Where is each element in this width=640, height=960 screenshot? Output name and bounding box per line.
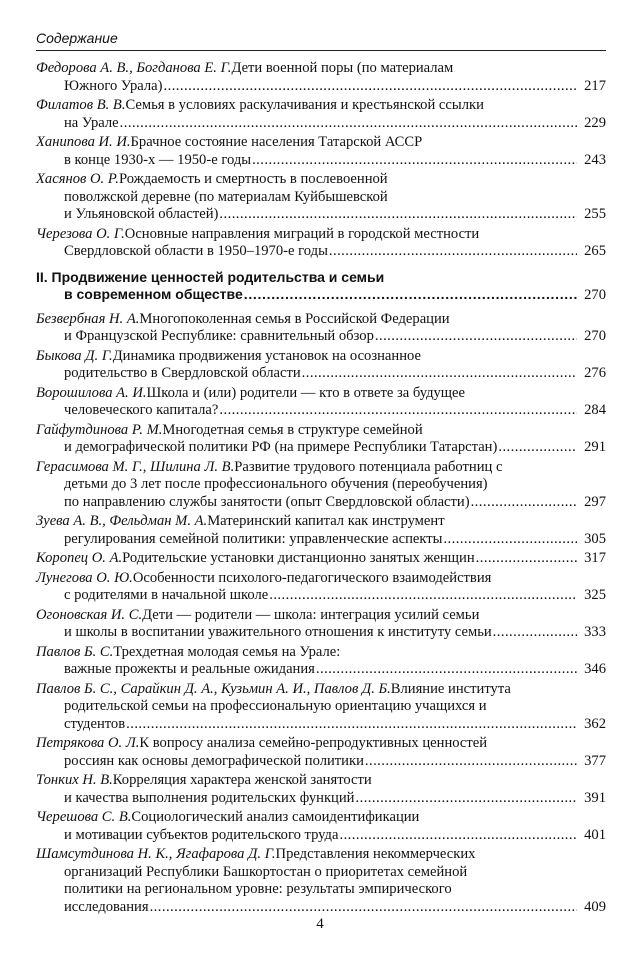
toc-entry-line [36,60,606,78]
toc-entry-title: родительской семьи на профессиональную ориентацию учащихся и [64,698,487,714]
toc-entry-title: политики на региональном уровне: результаты эмпирического [64,881,452,897]
toc-entry[interactable] [36,809,606,844]
toc-entry[interactable] [36,385,606,420]
toc-entry-author: Лунегова О. Ю. [36,569,133,586]
toc-entry-title: Корреляция характера женской занятости [112,772,372,788]
toc-entry-title: Трехдетная молодая семья на Урале: [113,643,341,660]
toc-entry[interactable] [36,422,606,457]
toc-entry-author: Хасянов О. Р. [36,171,119,187]
toc-entry-line [36,311,606,329]
toc-entry-line [36,681,606,699]
toc-entry-line [36,97,606,115]
toc-entry-line [36,864,606,882]
header-rule [36,50,606,51]
toc-entry-line [36,570,606,588]
toc-entry-line [36,624,606,642]
leader-dots [375,328,577,346]
toc-entry-title: исследования [64,898,149,915]
leader-dots [443,531,577,549]
toc-entry-title: студентов [64,715,126,732]
toc-entry-line [36,422,606,440]
toc-entry-line [36,772,606,790]
leader-dots [339,827,577,845]
section-heading[interactable] [36,269,606,305]
toc-entry-author: Филатов В. В. [36,97,126,113]
toc-entry-author: Черезова О. Г. [36,225,125,242]
toc-entry-line [36,206,606,224]
running-head: Содержание [36,30,118,46]
toc-entry-author: Коропец О. А. [36,550,123,566]
toc-entry[interactable] [36,226,606,261]
leader-dots [150,899,577,917]
leader-dots [498,439,577,457]
page-number: 317 [584,550,606,566]
toc-entry-title: Свердловской области в 1950–1970-е годы [64,243,328,259]
toc-entry-line [36,439,606,457]
toc-entry-line [36,644,606,662]
section-heading-line [36,269,606,287]
page-number: 229 [584,114,606,131]
toc-entry-author: Безвербная Н. А. [36,310,140,327]
table-of-contents [36,60,606,918]
toc-entry-title: Влияние института [390,680,511,697]
toc-entry[interactable] [36,513,606,548]
toc-entry-author: Гайфутдинова Р. М. [36,421,163,438]
toc-entry-line [36,152,606,170]
toc-entry-line [36,827,606,845]
page-folio: 4 [316,916,324,932]
toc-entry-title: и школы в воспитании уважительного отношения к институту семьи [64,624,492,640]
toc-entry-line [36,735,606,753]
leader-dots [493,624,577,642]
toc-entry[interactable] [36,570,606,605]
toc-entry[interactable] [36,348,606,383]
toc-entry-title: на Урале [64,114,119,131]
toc-entry-title: и качества выполнения родительских функций [64,789,355,806]
toc-entry[interactable] [36,735,606,770]
page-number: 217 [584,77,606,94]
toc-entry-line [36,115,606,133]
toc-entry-line [36,348,606,366]
page-number: 391 [584,789,606,806]
page-number: 291 [584,439,606,455]
page-number: 377 [584,752,606,769]
leader-dots [164,78,577,96]
toc-entry-line [36,846,606,864]
leader-dots [219,206,577,224]
toc-entry[interactable] [36,134,606,169]
toc-entry-title: Материнский капитал как инструмент [207,513,445,529]
toc-entry-author: Черешова С. В. [36,809,132,825]
toc-entry-line [36,790,606,808]
toc-entry-line [36,476,606,494]
toc-entry-line [36,661,606,679]
toc-entry-title: Развитие трудового потенциала работниц с [234,458,503,475]
toc-entry-line [36,513,606,531]
toc-entry-line [36,809,606,827]
toc-entry-author: Шамсутдинова Н. К., Ягафарова Д. Г. [36,846,276,862]
toc-entry-title: Дети военной поры (по материалам [231,60,454,76]
page-number: 270 [584,328,606,344]
toc-entry[interactable] [36,846,606,916]
toc-entry-line [36,550,606,568]
toc-entry-author: Тонких Н. В. [36,772,113,788]
toc-entry-author: Ворошилова А. И. [36,384,147,401]
leader-dots [316,661,577,679]
toc-entry-line [36,716,606,734]
toc-entry-title: Дети — родители — школа: интеграция усилий семьи [142,606,480,623]
toc-entry-line [36,494,606,512]
toc-entry-title: и Французской Республике: сравнительный обзор [64,328,374,344]
page-number: 255 [584,206,606,222]
section-heading-line [36,286,606,305]
page-number: 276 [584,365,606,381]
toc-entry[interactable] [36,171,606,224]
leader-dots [329,243,577,261]
toc-entry-title: и Ульяновской областей) [64,206,219,222]
toc-entry-title: в конце 1930-х — 1950-е годы [64,151,252,168]
toc-entry-line [36,531,606,549]
toc-entry-title: и демографической политики РФ (на примере Республики Татарстан) [64,439,498,455]
page-number: 305 [584,530,606,547]
toc-entry-title: Основные направления миграций в городской местности [124,225,480,242]
toc-list-section-2 [36,311,606,917]
toc-entry[interactable] [36,311,606,346]
page-number: 297 [584,493,606,510]
toc-entry-author: Павлов Б. С. [36,643,114,660]
toc-entry-line [36,459,606,477]
toc-entry-title: важные прожекты и реальные ожидания [64,661,315,677]
toc-entry-line [36,881,606,899]
toc-entry[interactable] [36,459,606,512]
leader-dots [365,753,577,771]
section-heading-text: в современном обществе [64,286,243,302]
toc-entry-title: Многопоколенная семья в Российской Федерации [139,310,450,327]
toc-entry-line [36,587,606,605]
toc-entry-line [36,189,606,207]
toc-entry-title: Социологический анализ самоидентификации [131,809,420,825]
page-number: 346 [584,661,606,677]
toc-entry-title: Южного Урала) [64,77,163,94]
toc-entry-line [36,134,606,152]
leader-dots [302,365,577,383]
toc-list-section-1 [36,60,606,261]
leader-dots [219,402,577,420]
toc-entry-author: Федорова А. В., Богданова Е. Г. [36,60,232,76]
leader-dots [244,286,577,304]
toc-entry-title: детьми до 3 лет после профессионального обучения (переобучения) [64,476,488,492]
toc-entry-line [36,385,606,403]
toc-entry-author: Павлов Б. С., Сарайкин Д. А., Кузьмин А. И., Павлов Д. Б. [36,680,391,697]
toc-entry-author: Герасимова М. Г., Шилина Л. В. [36,458,235,475]
page-number: 270 [584,287,606,303]
toc-entry-title: поволжской деревне (по материалам Куйбышевской [64,188,388,205]
toc-entry-title: К вопросу анализа семейно-репродуктивных ценностей [139,735,488,751]
page-number: 325 [584,587,606,603]
leader-dots [269,587,577,605]
toc-entry[interactable] [36,607,606,642]
page-number: 333 [584,624,606,640]
toc-entry-title: Брачное состояние населения Татарской АССР [130,134,423,150]
toc-entry[interactable] [36,550,606,568]
page-number: 362 [584,715,606,732]
toc-entry-line [36,753,606,771]
toc-entry-line [36,698,606,716]
leader-dots [471,494,577,512]
page-number: 265 [584,243,606,259]
toc-entry-line [36,402,606,420]
toc-entry[interactable] [36,681,606,734]
toc-entry-line [36,607,606,625]
page-number: 284 [584,402,606,418]
toc-entry-title: человеческого капитала? [64,402,219,418]
toc-entry-line [36,78,606,96]
toc-entry-title: Родительские установки дистанционно занятых женщин [122,550,475,566]
leader-dots [476,550,577,568]
toc-entry[interactable] [36,644,606,679]
toc-entry-title: Рождаемость и смертность в послевоенной [118,171,388,187]
toc-entry-author: Быкова Д. Г. [36,347,113,364]
toc-entry-title: Представления некоммерческих [275,846,476,862]
toc-entry-title: регулирования семейной политики: управленческие аспекты [64,530,443,547]
toc-entry-title: Школа и (или) родители — кто в ответе за будущее [146,384,465,401]
leader-dots [356,790,578,808]
toc-entry-title: и мотивации субъектов родительского труда [64,826,339,843]
toc-entry-author: Зуева А. В., Фельдман М. А. [36,513,208,529]
toc-entry-line [36,243,606,261]
toc-entry-line [36,226,606,244]
page-number: 243 [584,151,606,168]
page-number: 401 [584,826,606,843]
toc-entry-line [36,899,606,917]
leader-dots [120,115,577,133]
toc-entry[interactable] [36,60,606,95]
toc-entry-author: Огоновская И. С. [36,606,143,623]
leader-dots [252,152,577,170]
toc-entry-title: россиян как основы демографической политики [64,752,364,769]
toc-entry-line [36,171,606,189]
toc-entry-title: Семья в условиях раскулачивания и крестьянской ссылки [125,97,484,113]
toc-entry-title: Многодетная семья в структуре семейной [162,421,423,438]
toc-entry-author: Петрякова О. Л. [36,735,140,751]
toc-entry-title: Особенности психолого-педагогического взаимодействия [132,569,492,586]
leader-dots [126,716,577,734]
toc-entry-title: с родителями в начальной школе [64,587,269,603]
toc-entry-author: Ханипова И. И. [36,134,131,150]
toc-entry[interactable] [36,97,606,132]
toc-entry-line [36,365,606,383]
section-heading-text: II. Продвижение ценностей родительства и семьи [36,268,385,285]
toc-entry-title: по направлению службы занятости (опыт Свердловской области) [64,493,470,510]
toc-entry-title: организаций Республики Башкортостан о приоритетах семейной [64,863,468,880]
toc-entry-title: родительство в Свердловской области [64,365,301,381]
toc-entry-line [36,328,606,346]
toc-entry[interactable] [36,772,606,807]
toc-entry-title: Динамика продвижения установок на осознанное [112,347,421,364]
page-number: 409 [584,898,606,915]
